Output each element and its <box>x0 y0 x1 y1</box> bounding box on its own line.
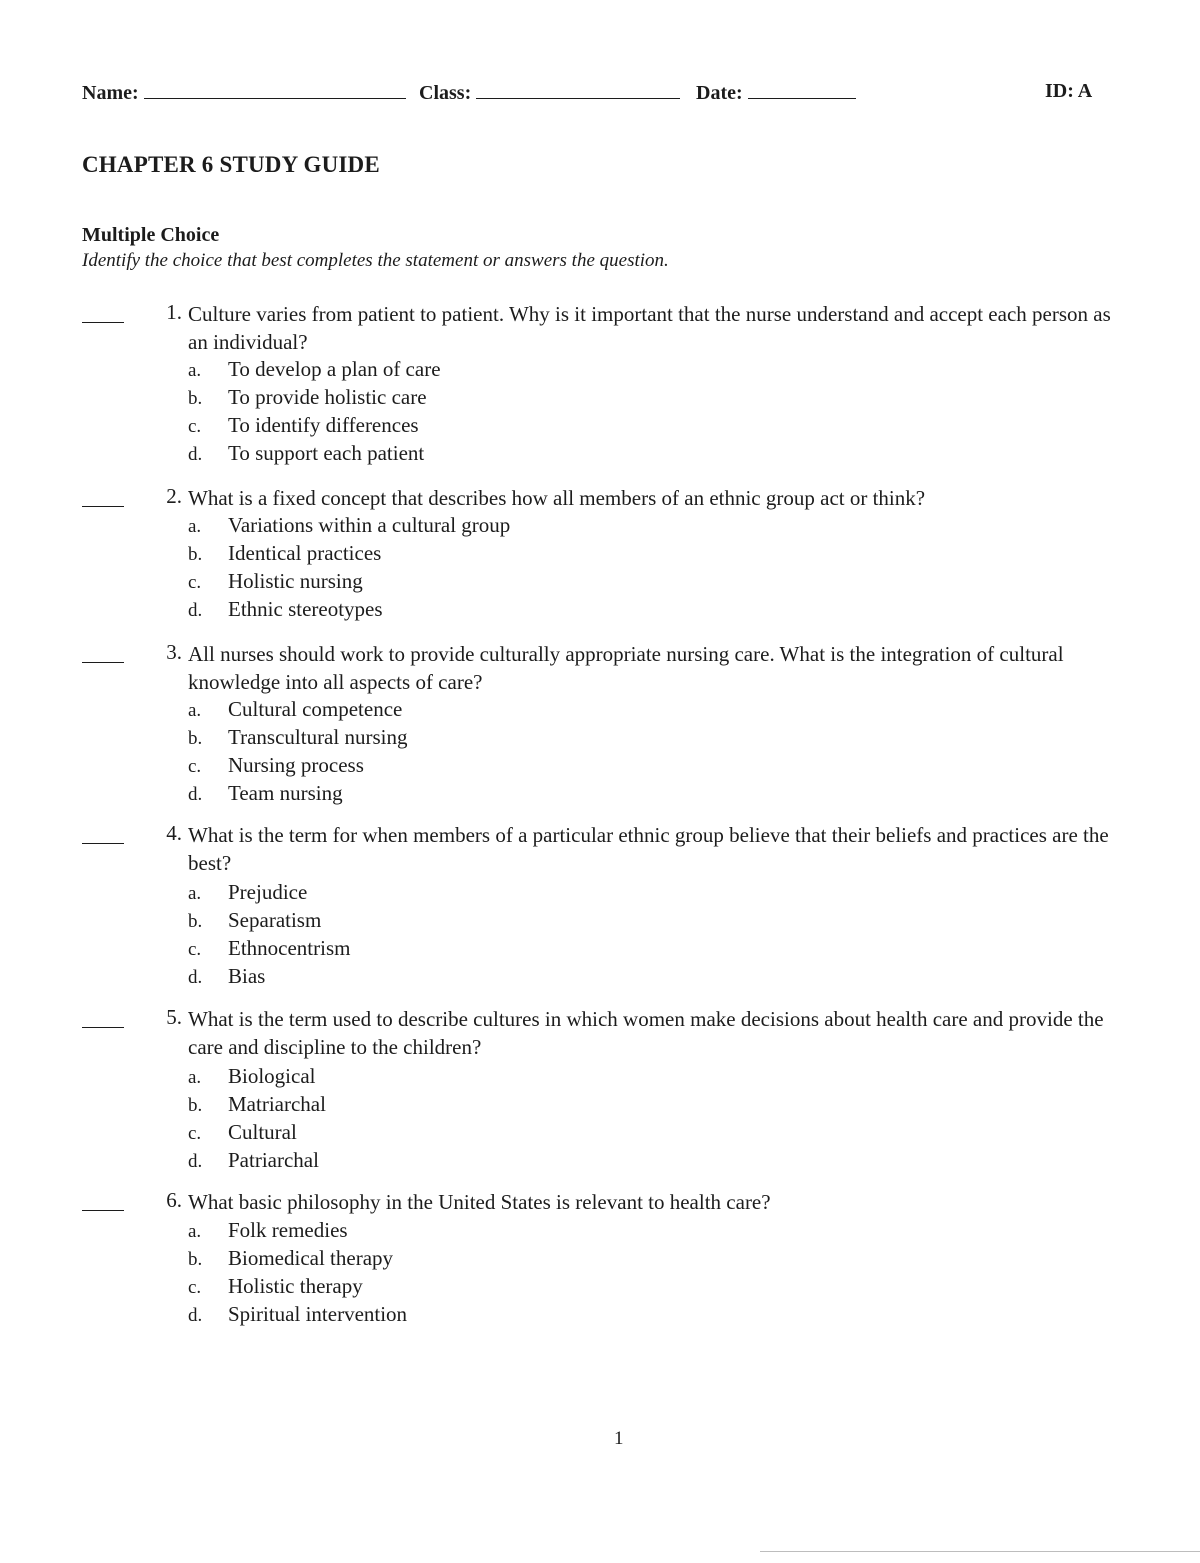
question-text: What is a fixed concept that describes how all members of an ethnic group act or think? <box>188 486 926 510</box>
option-text: Biomedical therapy <box>228 1246 394 1270</box>
option-letter: d. <box>188 600 203 621</box>
page-number: 1 <box>614 1428 624 1449</box>
option-letter: a. <box>188 1067 202 1088</box>
answer-blank[interactable] <box>82 843 124 844</box>
option-d[interactable] <box>188 1146 788 1174</box>
option-d[interactable] <box>188 595 788 623</box>
option-letter: c. <box>188 1123 202 1144</box>
option-b[interactable] <box>188 1090 788 1118</box>
option-letter: b. <box>188 544 203 565</box>
option-text: Spiritual intervention <box>228 1302 408 1326</box>
question-number: 2. <box>166 484 182 508</box>
option-d[interactable] <box>188 962 788 990</box>
option-c[interactable] <box>188 1118 788 1146</box>
option-a[interactable] <box>188 511 788 539</box>
option-letter: d. <box>188 444 203 465</box>
class-label: Class: <box>419 82 472 104</box>
answer-blank[interactable] <box>82 506 124 507</box>
option-letter: c. <box>188 572 202 593</box>
option-letter: d. <box>188 1305 203 1326</box>
option-text: To develop a plan of care <box>228 357 441 381</box>
option-text: Prejudice <box>228 880 308 904</box>
option-text: Team nursing <box>228 781 343 805</box>
option-text: Transcultural nursing <box>228 725 408 749</box>
document-title: CHAPTER 6 STUDY GUIDE <box>82 152 380 177</box>
question-number: 5. <box>166 1005 182 1029</box>
option-text: Biological <box>228 1064 316 1088</box>
option-letter: c. <box>188 756 202 777</box>
option-c[interactable] <box>188 1272 788 1300</box>
option-text: Cultural <box>228 1120 297 1144</box>
date-label: Date: <box>696 82 743 104</box>
question-number: 3. <box>166 640 182 664</box>
date-field[interactable] <box>696 80 856 105</box>
question-text: What basic philosophy in the United States is relevant to health care? <box>188 1190 771 1214</box>
option-list <box>188 511 788 623</box>
option-d[interactable] <box>188 779 788 807</box>
option-letter: c. <box>188 416 202 437</box>
option-text: To identify differences <box>228 413 419 437</box>
option-letter: b. <box>188 1249 203 1270</box>
bottom-rule <box>760 1551 1200 1552</box>
option-letter: d. <box>188 1151 203 1172</box>
option-text: Variations within a cultural group <box>228 513 511 537</box>
header <box>82 80 1102 110</box>
option-text: Bias <box>228 964 266 988</box>
class-field[interactable] <box>419 80 680 105</box>
date-blank[interactable] <box>748 80 856 99</box>
answer-blank[interactable] <box>82 1027 124 1028</box>
option-text: To support each patient <box>228 441 425 465</box>
option-a[interactable] <box>188 355 788 383</box>
option-c[interactable] <box>188 411 788 439</box>
option-text: To provide holistic care <box>228 385 427 409</box>
option-b[interactable] <box>188 906 788 934</box>
option-letter: a. <box>188 516 202 537</box>
option-list <box>188 878 788 990</box>
option-list <box>188 1062 788 1174</box>
option-a[interactable] <box>188 695 788 723</box>
option-c[interactable] <box>188 751 788 779</box>
option-text: Ethnocentrism <box>228 936 351 960</box>
option-a[interactable] <box>188 878 788 906</box>
option-letter: d. <box>188 784 203 805</box>
option-letter: a. <box>188 360 202 381</box>
answer-blank[interactable] <box>82 322 124 323</box>
question-text: Culture varies from patient to patient. Why is it important that the nurse understand and accept each person as an individual? <box>188 302 1111 354</box>
question-number: 1. <box>166 300 182 324</box>
option-letter: d. <box>188 967 203 988</box>
id-label: ID: A <box>1045 80 1093 102</box>
name-label: Name: <box>82 82 139 104</box>
option-letter: a. <box>188 700 202 721</box>
question-number: 6. <box>166 1188 182 1212</box>
option-letter: b. <box>188 388 203 409</box>
class-blank[interactable] <box>476 80 680 99</box>
question-text: All nurses should work to provide culturally appropriate nursing care. What is the integration of cultural knowledge into all aspects of care? <box>188 642 1064 694</box>
option-letter: a. <box>188 883 202 904</box>
option-text: Patriarchal <box>228 1148 319 1172</box>
option-b[interactable] <box>188 383 788 411</box>
option-text: Folk remedies <box>228 1218 348 1242</box>
option-a[interactable] <box>188 1062 788 1090</box>
option-text: Matriarchal <box>228 1092 326 1116</box>
option-letter: c. <box>188 1277 202 1298</box>
option-text: Ethnic stereotypes <box>228 597 383 621</box>
option-b[interactable] <box>188 723 788 751</box>
option-text: Separatism <box>228 908 322 932</box>
name-field[interactable] <box>82 80 406 105</box>
option-d[interactable] <box>188 1300 788 1328</box>
section-title: Multiple Choice <box>82 224 220 246</box>
answer-blank[interactable] <box>82 662 124 663</box>
option-text: Nursing process <box>228 753 364 777</box>
section-instructions: Identify the choice that best completes the statement or answers the question. <box>82 250 669 271</box>
option-c[interactable] <box>188 567 788 595</box>
option-a[interactable] <box>188 1216 788 1244</box>
option-list <box>188 1216 788 1328</box>
option-c[interactable] <box>188 934 788 962</box>
option-list <box>188 695 788 807</box>
option-letter: b. <box>188 728 203 749</box>
option-b[interactable] <box>188 1244 788 1272</box>
name-blank[interactable] <box>144 80 406 99</box>
option-letter: b. <box>188 911 203 932</box>
question-text: What is the term used to describe cultures in which women make decisions about health care and provide the care and discipline to the children? <box>188 1007 1104 1059</box>
question-text: What is the term for when members of a particular ethnic group believe that their beliefs and practices are the best? <box>188 823 1109 875</box>
option-text: Cultural competence <box>228 697 403 721</box>
option-text: Identical practices <box>228 541 382 565</box>
option-letter: c. <box>188 939 202 960</box>
option-b[interactable] <box>188 539 788 567</box>
option-d[interactable] <box>188 439 788 467</box>
option-text: Holistic therapy <box>228 1274 363 1298</box>
option-letter: b. <box>188 1095 203 1116</box>
answer-blank[interactable] <box>82 1210 124 1211</box>
option-text: Holistic nursing <box>228 569 363 593</box>
option-list <box>188 355 788 467</box>
option-letter: a. <box>188 1221 202 1242</box>
question-number: 4. <box>166 821 182 845</box>
